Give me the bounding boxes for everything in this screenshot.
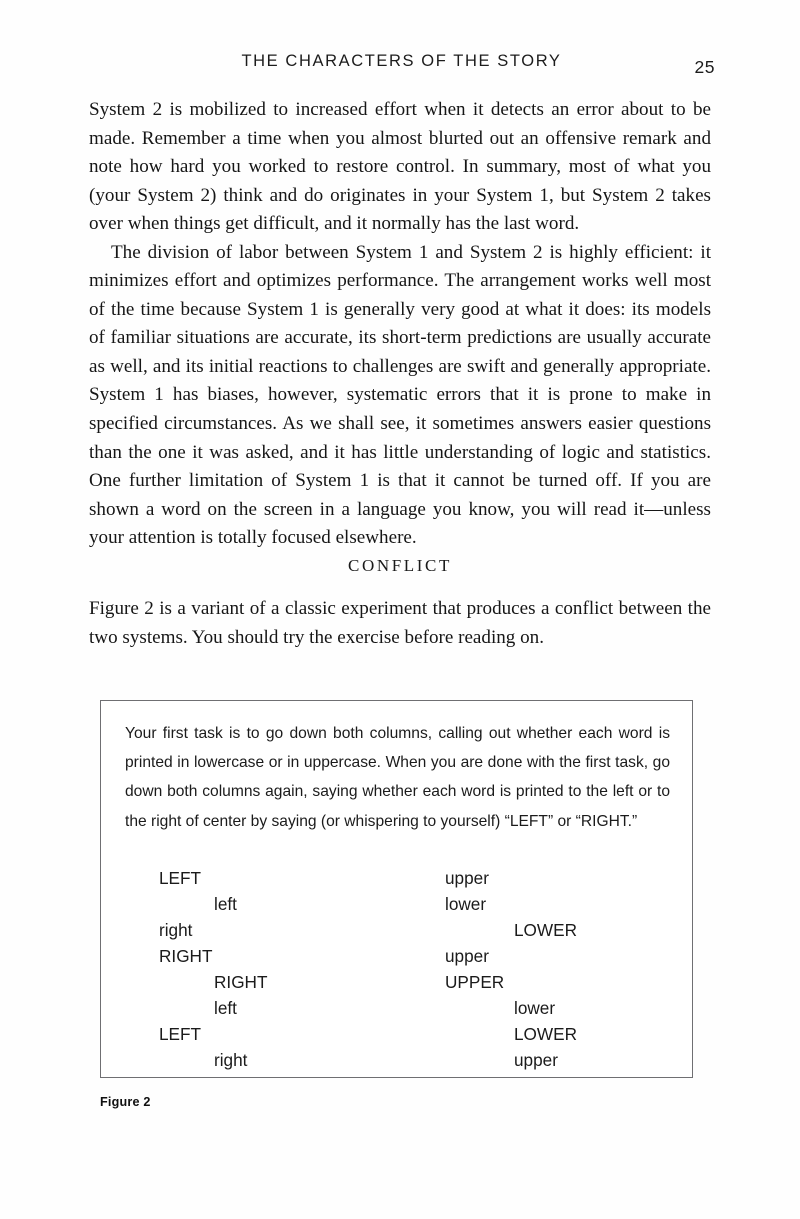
word-right-column: LOWER (514, 1024, 578, 1044)
paragraph-system-2-mobilized: System 2 is mobilized to increased effort when it detects an error about to be made. Remember a time when you almost blurted out an offensive remark and note how hard you worked to restore control. In summary, most of what you (your System 2) think and do originates in your System 1, but System 2 takes over when things get difficult, and it normally has the last word. (89, 99, 711, 235)
word-right-column: LOWER (514, 920, 578, 940)
word-left-column: RIGHT (159, 946, 213, 966)
running-head-title: THE CHARACTERS OF THE STORY (241, 52, 562, 70)
figure-instructions-text: Your first task is to go down both columns, calling out whether each word is printed in lowercase or in uppercase. When you are done with the first task, go down both columns again, saying whether each word is printed to the left or to the right of center by saying (or whispering to yourself) “LEFT” or “RIGHT.” (125, 725, 670, 830)
word-left-column: LEFT (159, 868, 202, 888)
word-right-column: UPPER (445, 972, 505, 992)
word-grid-row (101, 945, 692, 971)
paragraph-figure-2-intro: Figure 2 is a variant of a classic experiment that produces a conflict between the two systems. You should try the exercise before reading on. (89, 598, 711, 648)
word-left-column: left (214, 998, 237, 1018)
word-grid-row (101, 919, 692, 945)
word-grid-row (101, 893, 692, 919)
section-heading-conflict: CONFLICT (348, 556, 452, 575)
running-head (88, 52, 715, 78)
word-right-column: upper (445, 868, 489, 888)
word-grid-row (101, 971, 692, 997)
word-grid-row (101, 867, 692, 893)
figure-2-box (100, 700, 693, 1078)
figure-caption: Figure 2 (100, 1095, 151, 1109)
word-grid-row (101, 997, 692, 1023)
word-right-column: upper (514, 1050, 558, 1070)
section-intro-block (89, 595, 711, 652)
word-left-column: left (214, 894, 237, 914)
word-left-column: right (159, 920, 193, 940)
paragraph-division-of-labor: The division of labor between System 1 and System 2 is highly efficient: it minimizes effort and optimizes performance. The arrangement works well most of the time because System 1 is generally very good at what it does: its models of familiar situations are accurate, its short-term predictions are usually accurate as well, and its initial reactions to challenges are swift and generally appropriate. System 1 has biases, however, systematic errors that it is prone to make in specified circumstances. As we shall see, it sometimes answers easier questions than the one it was asked, and it has little understanding of logic and statistics. One further limitation of System 1 is that it cannot be turned off. If you are shown a word on the screen in a language you know, you will read it—unless your attention is totally focused elsewhere. (89, 241, 711, 549)
word-right-column: lower (514, 998, 556, 1018)
body-text-column (89, 96, 711, 553)
word-grid-row (101, 1049, 692, 1075)
word-right-column: lower (445, 894, 487, 914)
word-grid-row (101, 1023, 692, 1049)
word-right-column: upper (445, 946, 489, 966)
word-left-column: RIGHT (214, 972, 268, 992)
page-number: 25 (694, 57, 715, 77)
word-left-column: LEFT (159, 1024, 202, 1044)
word-grid (101, 867, 692, 1070)
word-left-column: right (214, 1050, 248, 1070)
